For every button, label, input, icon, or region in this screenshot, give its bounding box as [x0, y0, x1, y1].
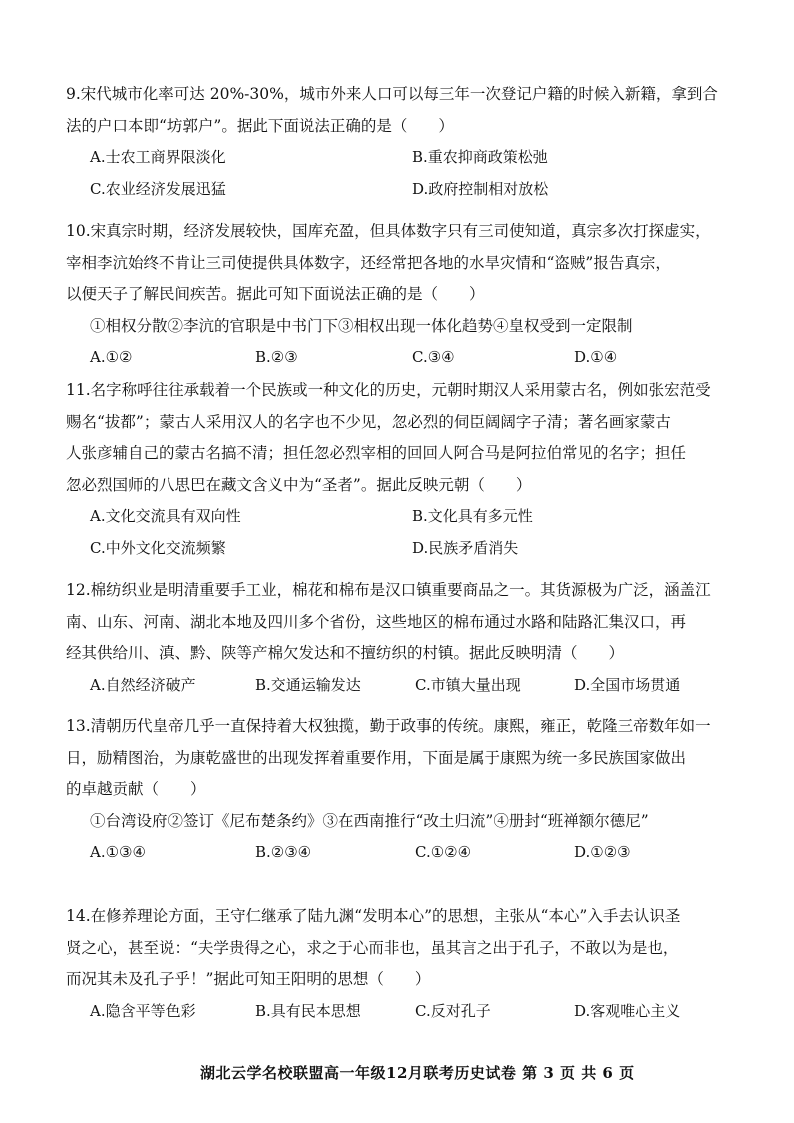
option-d: D.政府控制相对放松 — [412, 180, 549, 198]
question-9 — [66, 84, 734, 211]
question-text-line: 日，励精图治，为康乾盛世的出现发挥着重要作用，下面是属于康熙为统一多民族国家做出 — [66, 748, 687, 767]
option-b: B.文化具有多元性 — [412, 507, 533, 525]
question-13 — [66, 716, 734, 874]
option-row — [66, 842, 734, 874]
option-a: A.士农工商界限淡化 — [90, 148, 226, 166]
question-text-line: 12.棉纺织业是明清重要手工业，棉花和棉布是汉口镇重要商品之一。其货源极为广泛，涵盖江 — [66, 581, 711, 599]
option-d: D.客观唯心主义 — [574, 1001, 681, 1020]
question-text-line: 13.清朝历代皇帝几乎一直保持着大权独揽，勤于政事的传统。康熙，雍正，乾隆三帝数年如一 — [66, 717, 711, 735]
option-row — [66, 538, 734, 570]
question-text-line: 赐名“拔都”；蒙古人采用汉人的名字也不少见，忽必烈的伺臣阔阔字子清；著名画家蒙古 — [66, 412, 671, 431]
option-a: A.隐含平等色彩 — [90, 1001, 196, 1020]
question-text-line: 忽必烈国师的八思巴在藏文含义中为“圣者”。据此反映元朝（ ） — [66, 475, 532, 494]
option-b: B.重农抑商政策松弛 — [412, 148, 548, 166]
option-c: C.反对孔子 — [415, 1001, 491, 1020]
option-d: D.全国市场贯通 — [574, 675, 681, 694]
option-a: A.文化交流具有双向性 — [90, 507, 241, 525]
option-row — [66, 1001, 734, 1033]
question-text-line: 而况其未及孔子乎！”据此可知王阳明的思想（ ） — [66, 970, 431, 988]
question-text-line: 9.宋代城市化率可达 20%-30%，城市外来人口可以每三年一次登记户籍的时候入新籍，拿到合 — [66, 85, 718, 103]
question-10 — [66, 221, 734, 379]
question-text-line: 以便天子了解民间疾苦。据此可知下面说法正确的是（ ） — [66, 285, 485, 303]
option-b: B.交通运输发达 — [255, 675, 361, 694]
question-text-line: 11.名字称呼往往承载着一个民族或一种文化的历史，元朝时期汉人采用蒙古名，例如张宏范受 — [66, 381, 711, 399]
option-row — [66, 179, 734, 211]
option-c: C.市镇大量出现 — [415, 675, 521, 694]
option-d: D.民族矛盾消失 — [412, 539, 519, 557]
option-a: A.①② — [90, 348, 133, 366]
option-row — [66, 675, 734, 707]
option-d: D.①②③ — [574, 843, 631, 861]
question-12 — [66, 580, 734, 707]
question-text-line: 经其供给川、滇、黔、陕等产棉欠发达和不擅纺织的村镇。据此反映明清（ ） — [66, 644, 625, 662]
option-b: B.②③④ — [255, 843, 312, 861]
question-text-line: 10.宋真宗时期，经济发展较快，国库充盈，但具体数字只有三司使知道，真宗多次打探虚实， — [66, 222, 711, 240]
question-11 — [66, 380, 734, 570]
page-footer: 湖北云学名校联盟高一年级12月联考历史试卷 第 3 页 共 6 页 — [200, 1064, 635, 1082]
question-text-line: 宰相李沆始终不肯让三司使提供具体数字，还经常把各地的水旱灾情和“盗贼”报告真宗， — [66, 253, 671, 272]
option-c: C.农业经济发展迅猛 — [90, 180, 226, 198]
question-text-line: 南、山东、河南、湖北本地及四川多个省份，这些地区的棉布通过水路和陆路汇集汉口，再 — [66, 612, 687, 631]
option-row — [66, 347, 734, 379]
option-b: B.②③ — [255, 348, 298, 366]
option-c: C.③④ — [412, 348, 455, 366]
question-text-line: 法的户口本即“坊郭户”。据此下面说法正确的是（ ） — [66, 116, 454, 135]
option-d: D.①④ — [574, 348, 618, 366]
question-statements: ①台湾设府②签订《尼布楚条约》③在西南推行“改土归流”④册封“班禅额尔德尼” — [90, 811, 649, 830]
option-row — [66, 147, 734, 179]
question-statements: ①相权分散②李沆的官职是中书门下③相权出现一体化趋势④皇权受到一定限制 — [90, 316, 633, 335]
question-14 — [66, 906, 734, 1033]
option-b: B.具有民本思想 — [255, 1001, 361, 1020]
question-text-line: 人张彦辅自己的蒙古名搞不清；担任忽必烈宰相的回回人阿合马是阿拉伯常见的名字；担任 — [66, 444, 687, 462]
option-c: C.中外文化交流频繁 — [90, 539, 226, 557]
question-text-line: 贤之心，甚至说：“夫学贵得之心，求之于心而非也，虽其言之出于孔子，不敢以为是也， — [66, 938, 679, 957]
question-text-line: 的卓越贡献（ ） — [66, 780, 206, 798]
option-c: C.①②④ — [415, 843, 472, 861]
option-row — [66, 506, 734, 538]
option-a: A.自然经济破产 — [90, 675, 196, 694]
question-text-line: 14.在修养理论方面，王守仁继承了陆九渊“发明本心”的思想，主张从“本心”入手去认识圣 — [66, 907, 681, 925]
option-a: A.①③④ — [90, 843, 146, 861]
